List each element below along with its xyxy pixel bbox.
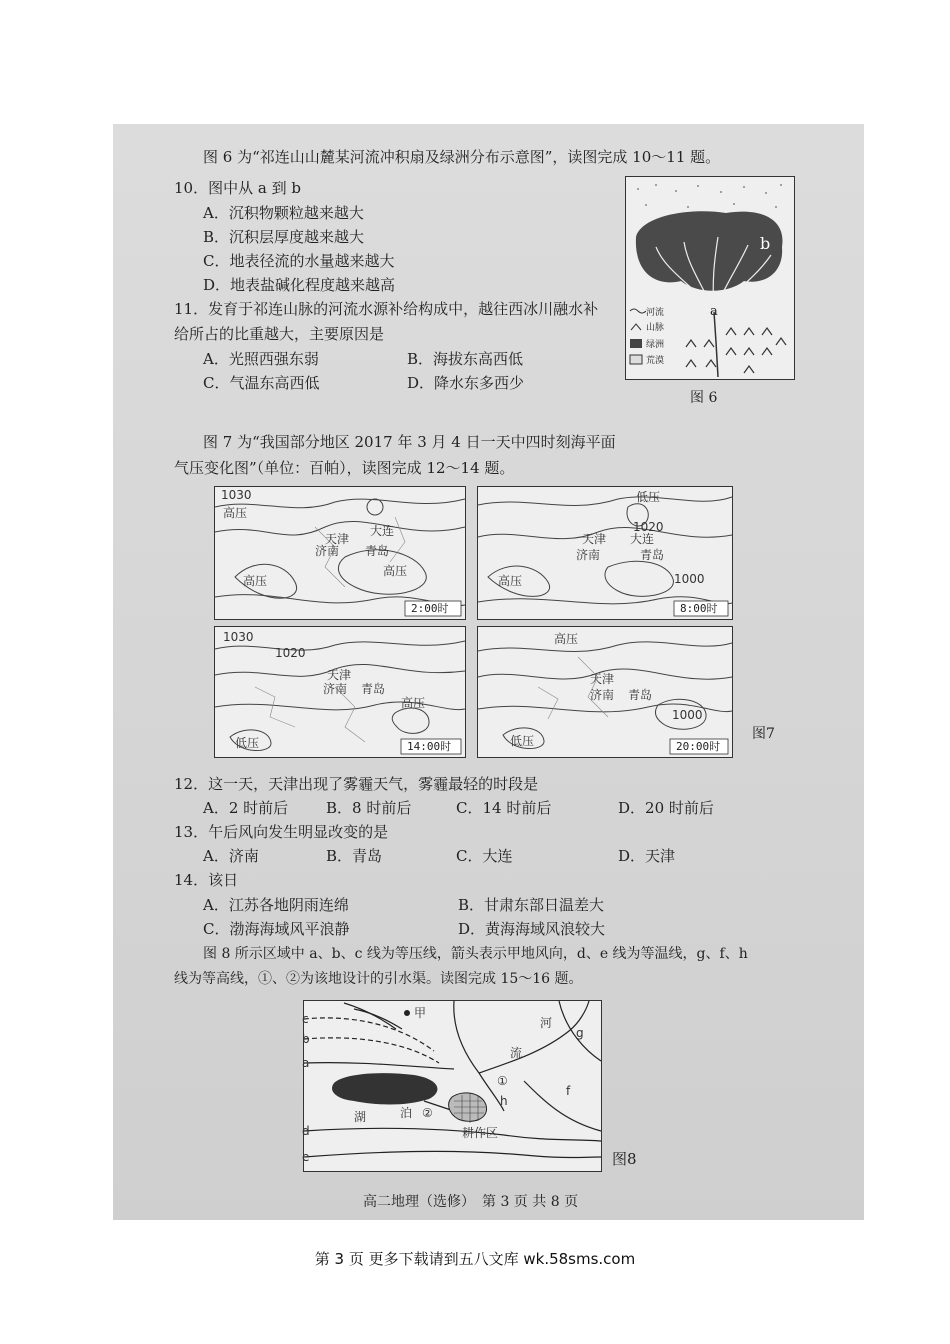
map-2000-label-5: 低压 [510,734,535,748]
q13-option-a: A．济南 [203,847,259,865]
legend-desert-icon [630,355,642,364]
q13-option-b: B．青岛 [326,847,383,865]
q11-stem-line2: 给所占的比重越大，主要原因是 [174,325,385,343]
figure-7-map-1400 [214,626,466,758]
figure-8-region [303,1000,602,1172]
map-0200-time: 2:00时 [411,602,449,615]
q14-option-b: B．甘肃东部日温差大 [458,896,605,914]
intro-fig8-line1: 图 8 所示区域中 a、b、c 线为等压线，箭头表示甲地风向，d、e 线为等温线，g、f、h [203,946,748,962]
legend-river-icon [630,309,646,313]
q11-stem-line1: 11．发育于祁连山脉的河流水源补给构成中，越往西冰川融水补 [174,300,599,318]
map-0200-label-1: 1030 [221,488,252,502]
figure-8-line-a: a [302,1056,310,1070]
map-0800-label-0: 低压 [636,490,661,504]
q11-option-a: A．光照西强东弱 [203,350,319,368]
q13-stem: 13．午后风向发生明显改变的是 [174,823,389,841]
map-0200-label-0: 高压 [223,506,248,520]
map-2000-time: 20:00时 [676,740,721,753]
legend-oasis-label: 绿洲 [646,340,665,350]
map-0800-label-1: 1020 [633,520,664,534]
figure-7-map-2000 [477,626,733,758]
figure-6-alluvial-fan [625,176,795,380]
map-0200-label-5: 青岛 [365,544,390,558]
figure-6-label-b: b [760,234,771,253]
map-0800-label-7: 1000 [674,572,705,586]
q10-option-d: D．地表盐碱化程度越来越高 [203,276,396,294]
q12-option-c: C．14 时前后 [456,799,552,817]
q12-option-d: D．20 时前后 [618,799,714,817]
map-0800-label-3: 天津 [582,532,607,546]
q13-option-c: C．大连 [456,847,513,865]
figure-8-caption: 图8 [612,1150,637,1168]
map-0800-label-5: 青岛 [640,548,665,562]
q11-option-c: C．气温东高西低 [203,374,320,392]
q10-option-b: B．沉积层厚度越来越大 [203,228,365,246]
intro-fig6: 图 6 为“祁连山山麓某河流冲积扇及绿洲分布示意图”，读图完成 10～11 题。 [203,148,721,166]
q14-option-d: D．黄海海域风浪较大 [458,920,606,938]
figure-8-river-char2: 流 [510,1046,523,1060]
figure-8-contour-g: g [576,1026,584,1040]
map-2000-drawing [478,627,732,757]
map-0800-label-6: 高压 [498,574,523,588]
figure-8-contour-h: h [500,1094,508,1108]
figure-8-canal-2: ② [422,1106,433,1120]
figure-8-line-e: e [302,1150,310,1164]
figure-8-river-char1: 河 [540,1016,553,1030]
q10-option-c: C．地表径流的水量越来越大 [203,252,395,270]
figure-8-line-c: c [302,1012,309,1026]
map-2000-label-1: 天津 [590,672,615,686]
map-1400-label-0: 1030 [223,630,254,644]
map-0800-label-4: 济南 [576,548,601,562]
figure-7-caption: 图7 [752,726,775,742]
figure-8-lake-char1: 湖 [354,1110,367,1124]
q10-stem: 10．图中从 a 到 b [174,179,301,197]
map-1400-label-6: 低压 [235,736,260,750]
legend-desert-label: 荒漠 [646,356,665,366]
figure-8-farmland: 耕作区 [462,1126,499,1140]
intro-fig7-line1: 图 7 为“我国部分地区 2017 年 3 月 4 日一天中四时刻海平面 [203,433,616,451]
map-1400-label-1: 1020 [275,646,306,660]
map-2000-label-4: 1000 [672,708,703,722]
q12-option-a: A．2 时前后 [203,799,289,817]
map-1400-label-5: 高压 [401,696,426,710]
figure-8-line-d: d [302,1124,310,1138]
figure-8-lake-char2: 泊 [400,1106,413,1120]
map-0800-time: 8:00时 [680,602,718,615]
map-1400-label-2: 天津 [327,668,352,682]
q14-option-c: C．渤海海域风平浪静 [203,920,350,938]
figure-6-label-a: a [710,304,718,319]
map-0200-label-2: 大连 [370,524,395,538]
figure-8-jia: 甲 [414,1006,427,1020]
legend-oasis-icon [630,339,642,348]
figure-8-contour-f: f [566,1084,571,1098]
map-0200-label-3: 天津 [325,532,350,546]
q11-option-d: D．降水东多西少 [407,374,525,392]
figure-6-drawing [626,177,794,379]
figure-7-map-0800 [477,486,733,620]
map-1400-time: 14:00时 [407,740,452,753]
q14-option-a: A．江苏各地阴雨连绵 [203,896,349,914]
figure-8-canal-1: ① [497,1074,508,1088]
map-1400-label-3: 济南 [323,682,348,696]
figure-8-drawing [304,1001,601,1171]
exam-page-footer: 高二地理（选修） 第 3 页 共 8 页 [363,1194,579,1210]
q13-option-d: D．天津 [618,847,676,865]
map-2000-label-2: 济南 [590,688,615,702]
intro-fig7-line2: 气压变化图”（单位：百帕），读图完成 12～14 题。 [174,459,515,477]
figure-6-caption: 图 6 [690,390,718,406]
q12-option-b: B．8 时前后 [326,799,412,817]
figure-7-map-0200 [214,486,466,620]
map-2000-label-0: 高压 [554,632,579,646]
legend-river-label: 河流 [646,308,665,318]
map-1400-drawing [215,627,465,757]
map-0200-drawing [215,487,465,619]
legend-mountain-icon [631,324,641,330]
legend-mountain-label: 山脉 [646,323,665,333]
map-0800-drawing [478,487,732,619]
map-1400-label-4: 青岛 [361,682,386,696]
document-footer: 第 3 页 更多下载请到五八文库 wk.58sms.com [314,1250,636,1268]
map-0200-label-6: 高压 [383,564,408,578]
q10-option-a: A．沉积物颗粒越来越大 [203,204,364,222]
q14-stem: 14．该日 [174,871,239,889]
map-2000-label-3: 青岛 [628,688,653,702]
map-0800-label-2: 大连 [630,532,655,546]
figure-8-line-b: b [302,1032,310,1046]
map-0200-label-7: 高压 [243,574,268,588]
q12-stem: 12．这一天，天津出现了雾霾天气，雾霾最轻的时段是 [174,775,539,793]
intro-fig8-line2: 线为等高线，①、②为该地设计的引水渠。读图完成 15～16 题。 [174,971,583,987]
q11-option-b: B．海拔东高西低 [407,350,524,368]
map-0200-label-4: 济南 [315,544,340,558]
